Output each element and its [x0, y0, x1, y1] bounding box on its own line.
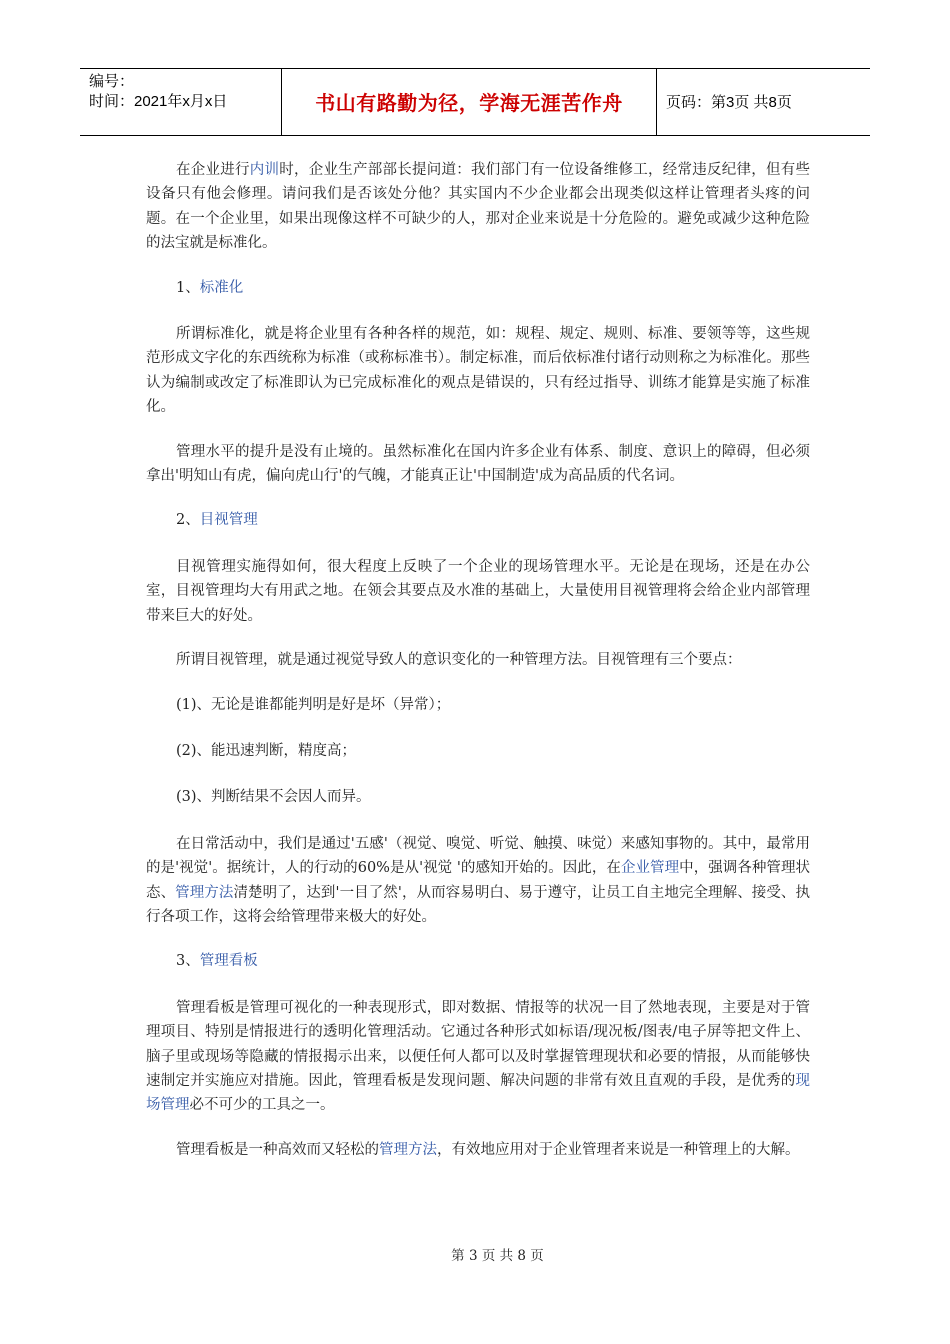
paragraph-visual-management-intro: 目视管理实施得如何，很大程度上反映了一个企业的现场管理水平。无论是在现场，还是在办公室，目视管理均大有用武之地。在领会其要点及水准的基础上，大量使用目视管理将会给企业内部管理带来巨大的好处。 [146, 558, 810, 624]
link-management-method-2[interactable]: 管理方法 [379, 1141, 437, 1158]
link-standardization[interactable]: 标准化 [199, 279, 244, 296]
paragraph-visual-management-definition: 所谓目视管理，就是通过视觉导致人的意识变化的一种管理方法。目视管理有三个要点： [176, 652, 742, 669]
serial-number-label: 编号： [89, 73, 135, 90]
section-heading-management-board: 3、管理看板 [176, 953, 258, 970]
header-motto: 书山有路勤为径，学海无涯苦作舟 [282, 69, 657, 135]
link-visual-management[interactable]: 目视管理 [199, 512, 258, 529]
list-item: (2)、能迅速判断，精度高； [176, 742, 357, 759]
paragraph-management-level: 管理水平的提升是没有止境的。虽然标准化在国内许多企业有体系、制度、意识上的障碍，但必须拿出'明知山有虎，偏向虎山行'的气魄，才能真正让'中国制造'成为高品质的代名词。 [146, 443, 810, 485]
section-heading-visual-management: 2、目视管理 [176, 512, 258, 529]
section-heading-standardization: 1、标准化 [176, 279, 244, 296]
paragraph-standardization-definition: 所谓标准化，就是将企业里有各种各样的规范，如：规程、规定、规则、标准、要领等等，这些规范形成文字化的东西统称为标准（或称标准书）。制定标准，而后依标准付诸行动则称之为标准化。那些认为编制或改定了标准即认为已完成标准化的观点是错误的，只有经过指导、训练才能算是实施了标准化。 [146, 326, 810, 416]
link-management-board[interactable]: 管理看板 [199, 953, 258, 970]
paragraph-management-board-definition: 管理看板是管理可视化的一种表现形式，即对数据、情报等的状况一目了然地表现，主要是对于管理项目、特别是情报进行的透明化管理活动。它通过各种形式如标语/现况板/图表/电子屏等把文件上、脑子里或现场等隐藏的情报揭示出来，以便任何人都可以及时掌握管理现状和必要的情报，从而能够快速制定并实施应对措施。因此，管理看板是发现问题、解决问题的非常有效且直观的手段，是优秀的现场管理必不可少的工具之一。 [146, 999, 810, 1114]
header-page-info: 页码：第3页 共8页 [666, 94, 792, 111]
document-body [146, 158, 810, 1182]
paragraph-five-senses: 在日常活动中，我们是通过'五感'（视觉、嗅觉、听觉、触摸、味觉）来感知事物的。其中，最常用的是'视觉'。据统计，人的行动的60%是从'视觉 '的感知开始的。因此，在企业管理中，强调各种管理状态、管理方法清楚明了，达到'一目了然'，从而容易明白、易于遵守，让员工自主地完全理解、接受、执行各项工作，这将会给管理带来极大的好处。 [146, 835, 811, 925]
link-enterprise-management[interactable]: 企业管理 [620, 860, 680, 877]
list-item: (1)、无论是谁都能判明是好是坏（异常）； [176, 696, 451, 713]
header-meta-cell [80, 69, 282, 135]
list-item: (3)、判断结果不会因人而异。 [176, 789, 371, 806]
paragraph-intro: 在企业进行内训时，企业生产部部长提问道：我们部门有一位设备维修工，经常违反纪律，但有些设备只有他会修理。请问我们是否该处分他？其实国内不少企业都会出现类似这样让管理者头疼的问题。在一个企业里，如果出现像这样不可缺少的人，那对企业来说是十分危险的。避免或减少这种危险的法宝就是标准化。 [146, 162, 810, 252]
paragraph-management-board-summary: 管理看板是一种高效而又轻松的管理方法，有效地应用对于企业管理者来说是一种管理上的大解。 [176, 1141, 800, 1158]
page-header [80, 68, 870, 136]
link-internal-training[interactable]: 内训 [249, 162, 280, 178]
page-footer: 第 3 页 共 8 页 [451, 1248, 544, 1264]
link-onsite-management[interactable]: 现场管理 [146, 1072, 810, 1114]
link-management-method[interactable]: 管理方法 [175, 884, 234, 901]
date-line: 时间：2021年x月x日 [89, 93, 228, 110]
